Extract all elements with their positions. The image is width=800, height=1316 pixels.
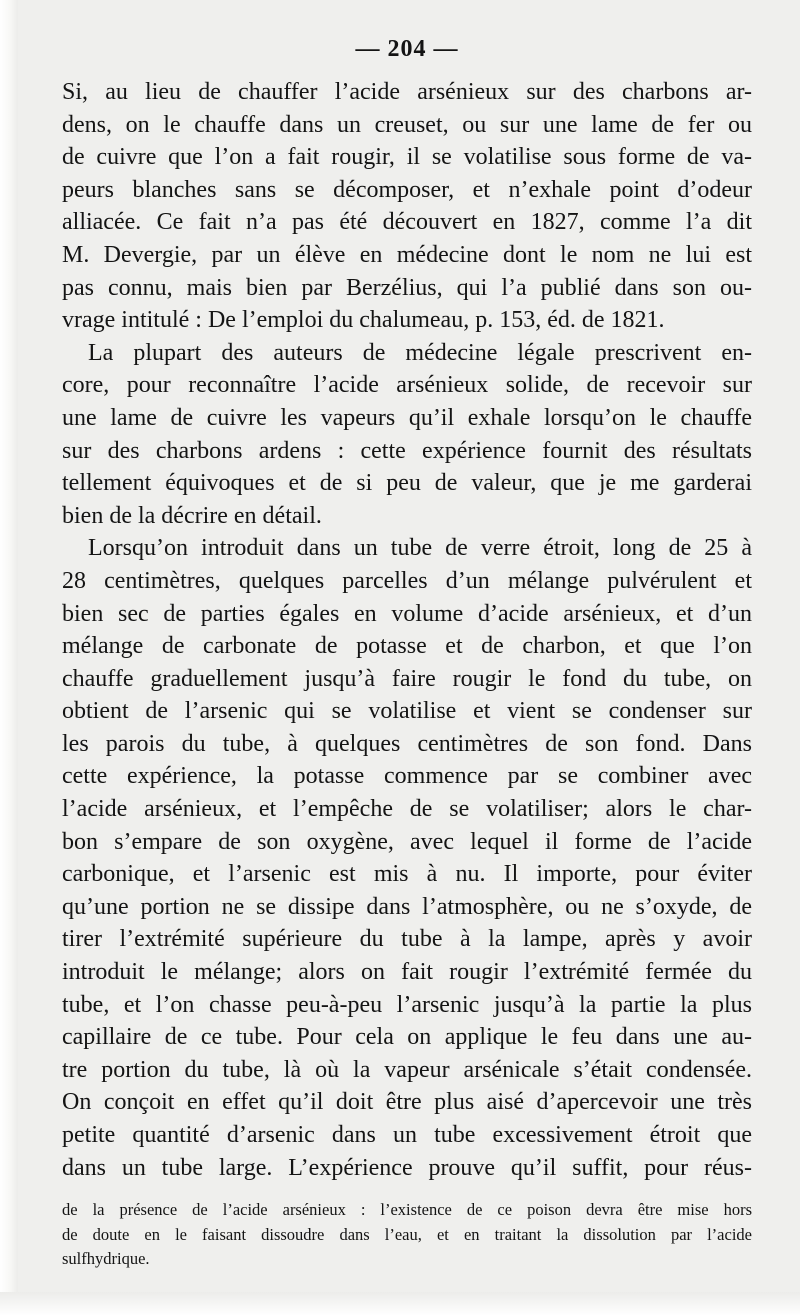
- page-number: — 204 —: [355, 36, 459, 62]
- text-line: de cuivre que l’on a fait rougir, il se volatilise sous forme de va-: [62, 144, 752, 171]
- text-line: peurs blanches sans se décomposer, et n’exhale point d’odeur: [62, 176, 752, 203]
- text-line: M. Devergie, par un élève en médecine dont le nom ne lui est: [62, 241, 752, 268]
- footnote-line: de doute en le faisant dissoudre dans l’eau, et en traitant la dissolution par l’acide: [62, 1224, 752, 1244]
- text-line: bien de la décrire en détail.: [62, 502, 322, 529]
- text-line: l’acide arsénieux, et l’empêche de se volatiliser; alors le char-: [62, 796, 752, 823]
- text-line: sur des charbons ardens : cette expérience fournit des résultats: [62, 437, 752, 464]
- body-text: [62, 76, 752, 1184]
- text-line: La plupart des auteurs de médecine légale prescrivent en-: [88, 339, 752, 366]
- footnote: [62, 1198, 752, 1272]
- text-line: dans un tube large. L’expérience prouve qu’il suffit, pour réus-: [62, 1154, 752, 1181]
- text-line: tre portion du tube, là où la vapeur arsénicale s’était condensée.: [62, 1056, 752, 1083]
- text-line: petite quantité d’arsenic dans un tube excessivement étroit que: [62, 1122, 752, 1148]
- text-line: pas connu, mais bien par Berzélius, qui l’a publié dans son ou-: [62, 274, 752, 301]
- page-left-margin: [0, 0, 18, 1316]
- text-line: core, pour reconnaître l’acide arsénieux solide, de recevoir sur: [62, 372, 752, 399]
- text-line: les parois du tube, à quelques centimètres de son fond. Dans: [62, 730, 752, 757]
- text-line: 28 centimètres, quelques parcelles d’un mélange pulvérulent et: [62, 567, 752, 594]
- paragraph: [62, 337, 752, 533]
- text-line: qu’une portion ne se dissipe dans l’atmosphère, ou ne s’oxyde, de: [62, 893, 752, 920]
- footnote-line: de la présence de l’acide arsénieux : l’existence de ce poison devra être mise hors: [62, 1200, 752, 1219]
- text-line: vrage intitulé : De l’emploi du chalumeau, p. 153, éd. de 1821.: [62, 307, 665, 334]
- text-line: carbonique, et l’arsenic est mis à nu. Il importe, pour éviter: [62, 861, 752, 888]
- footnote-line: sulfhydrique.: [62, 1249, 150, 1268]
- text-line: Si, au lieu de chauffer l’acide arsénieux sur des charbons ar-: [62, 79, 752, 105]
- text-line: une lame de cuivre les vapeurs qu’il exhale lorsqu’on le chauffe: [62, 404, 752, 431]
- text-line: introduit le mélange; alors on fait rougir l’extrémité fermée du: [62, 959, 752, 986]
- text-line: On conçoit en effet qu’il doit être plus aisé d’apercevoir une très: [62, 1089, 752, 1116]
- text-line: Lorsqu’on introduit dans un tube de verre étroit, long de 25 à: [88, 535, 752, 562]
- text-line: cette expérience, la potasse commence par se combiner avec: [62, 763, 752, 790]
- text-line: dens, on le chauffe dans un creuset, ou sur une lame de fer ou: [62, 111, 752, 138]
- paragraph: [62, 76, 752, 337]
- page-bottom-margin: [0, 1292, 800, 1316]
- text-line: capillaire de ce tube. Pour cela on applique le feu dans une au-: [62, 1024, 752, 1051]
- paragraph: [62, 532, 752, 1184]
- text-line: alliacée. Ce fait n’a pas été découvert en 1827, comme l’a dit: [62, 209, 752, 236]
- text-line: chauffe graduellement jusqu’à faire rougir le fond du tube, on: [62, 665, 752, 692]
- text-line: mélange de carbonate de potasse et de charbon, et que l’on: [62, 633, 752, 660]
- text-line: tirer l’extrémité supérieure du tube à la lampe, après y avoir: [62, 926, 752, 953]
- text-line: bon s’empare de son oxygène, avec lequel il forme de l’acide: [62, 828, 752, 855]
- text-line: obtient de l’arsenic qui se volatilise et vient se condenser sur: [62, 698, 752, 725]
- text-line: tube, et l’on chasse peu-à-peu l’arsenic jusqu’à la partie la plus: [62, 991, 752, 1018]
- text-line: bien sec de parties égales en volume d’acide arsénieux, et d’un: [62, 600, 752, 627]
- text-line: tellement équivoques et de si peu de valeur, que je me garderai: [62, 470, 752, 497]
